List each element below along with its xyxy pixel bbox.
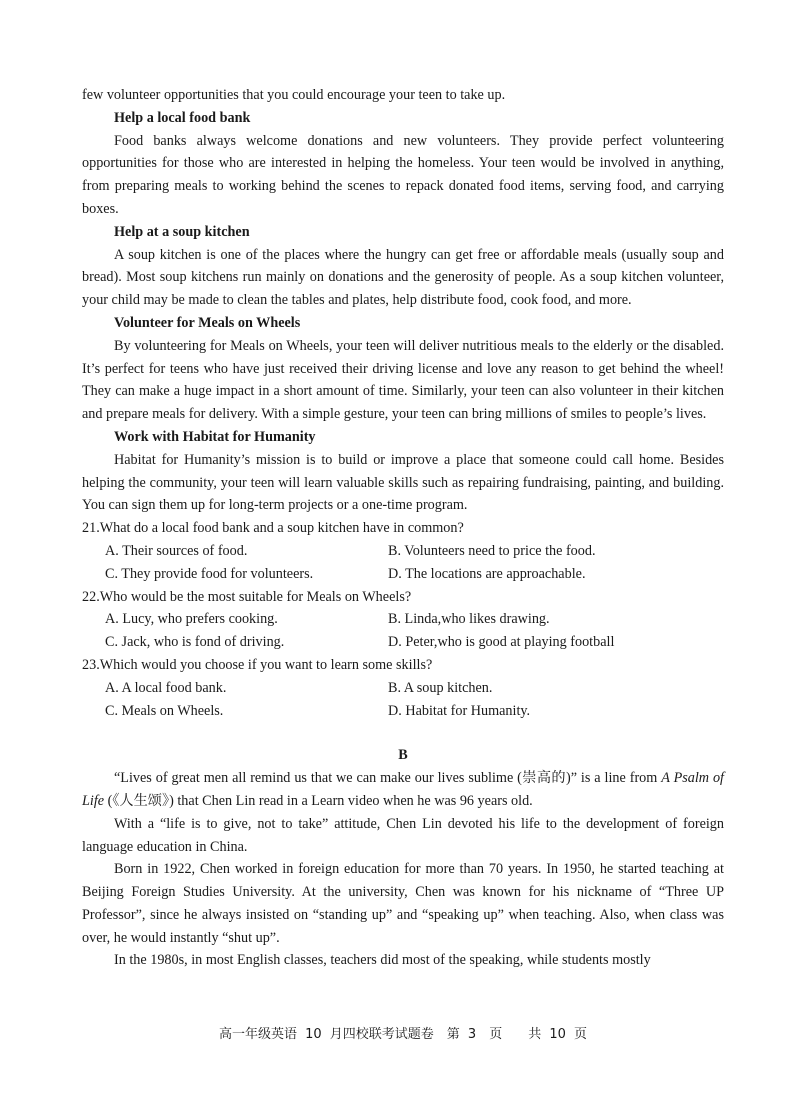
- option-a: A. Their sources of food.: [105, 542, 248, 559]
- passage-b-paragraph-1: [82, 767, 724, 813]
- option-c: C. They provide food for volunteers.: [105, 565, 314, 582]
- option-b: B. Volunteers need to price the food.: [388, 542, 596, 559]
- option-a: A. A local food bank.: [105, 679, 227, 696]
- page-footer: 高一年级英语 10 月四校联考试题卷 第 3 页 共 10 页: [218, 1027, 588, 1042]
- p1-text-after: that Chen Lin read in a Learn video when he was 96 years old.: [173, 792, 533, 809]
- p1-text-before: “Lives of great men all remind us that we can make our lives sublime (崇高的)” is a line from: [114, 770, 662, 787]
- option-c: C. Meals on Wheels.: [105, 702, 224, 719]
- question-22-stem: 22.Who would be the most suitable for Meals on Wheels?: [82, 588, 412, 605]
- passage-b-label: B: [398, 747, 408, 764]
- intro-continuation: few volunteer opportunities that you could encourage your teen to take up.: [82, 87, 506, 103]
- option-d: D. The locations are approachable.: [388, 565, 586, 582]
- question-21-stem: 21.What do a local food bank and a soup kitchen have in common?: [82, 520, 464, 537]
- question-21-options: [82, 540, 724, 586]
- section-heading-food-bank: Help a local food bank: [114, 109, 251, 126]
- poem-title: A Psalm of Life: [82, 770, 724, 809]
- passage-b-paragraph-4: In the 1980s, in most English classes, teachers did most of the speaking, while students mostly: [114, 952, 651, 969]
- section-text-meals-on-wheels: By volunteering for Meals on Wheels, your teen will deliver nutritious meals to the elderly or the disabled. It’s perfect for teens who have just received their driving license and love any reason to get behind the wheel! They can make a huge impact in a short amount of time. Similarly, your teen can also volunteer in their kitchen and prepare meals for delivery. With a simple gesture, your teen can bring millions of smiles to people’s lives.: [82, 337, 724, 423]
- section-heading-meals-on-wheels: Volunteer for Meals on Wheels: [114, 314, 301, 331]
- passage-b-paragraph-3: Born in 1922, Chen worked in foreign education for more than 70 years. In 1950, he started teaching at Beijing Foreign Studies University. At the university, Chen was known for his nickname of “Three UP Professor”, since he always insisted on “standing up” and “speaking up” when teaching. Also, when class was over, he would instantly “shut up”.: [82, 861, 724, 946]
- option-d: D. Habitat for Humanity.: [388, 702, 531, 719]
- option-c: C. Jack, who is fond of driving.: [105, 634, 285, 651]
- section-text-soup-kitchen: A soup kitchen is one of the places where the hungry can get free or affordable meals (usually soup and bread). Most soup kitchens run mainly on donations and the generosity of people. As a soup kitchen volunteer, your child may be made to clean the tables and plates, help distribute food, cook food, and more.: [82, 246, 724, 309]
- passage-b-paragraph-2: With a “life is to give, not to take” attitude, Chen Lin devoted his life to the development of foreign language education in China.: [82, 815, 724, 855]
- option-a: A. Lucy, who prefers cooking.: [105, 611, 278, 628]
- option-b: B. A soup kitchen.: [388, 679, 493, 696]
- question-22-options: [82, 608, 724, 654]
- option-b: B. Linda,who likes drawing.: [388, 611, 550, 628]
- question-23-options: [82, 677, 724, 723]
- question-23-stem: 23.Which would you choose if you want to learn some skills?: [82, 656, 433, 673]
- section-heading-habitat: Work with Habitat for Humanity: [114, 428, 316, 445]
- section-text-habitat: Habitat for Humanity’s mission is to build or improve a place that someone could call home. Besides helping the community, your teen will learn valuable skills such as repairing fundraising, painting, and building. You can sign them up for long-term projects or a one-time program.: [82, 451, 724, 514]
- option-d: D. Peter,who is good at playing football: [388, 634, 615, 651]
- section-heading-soup-kitchen: Help at a soup kitchen: [114, 223, 250, 240]
- section-text-food-bank: Food banks always welcome donations and new volunteers. They provide perfect volunteering opportunities for those who are interested in helping the homeless. Your teen would be involved in anything, from preparing meals to working behind the scenes to repack donated food items, serving food, and carrying boxes.: [82, 132, 724, 217]
- poem-title-chinese: (《人生颂》): [104, 792, 174, 809]
- exam-page: [82, 84, 724, 972]
